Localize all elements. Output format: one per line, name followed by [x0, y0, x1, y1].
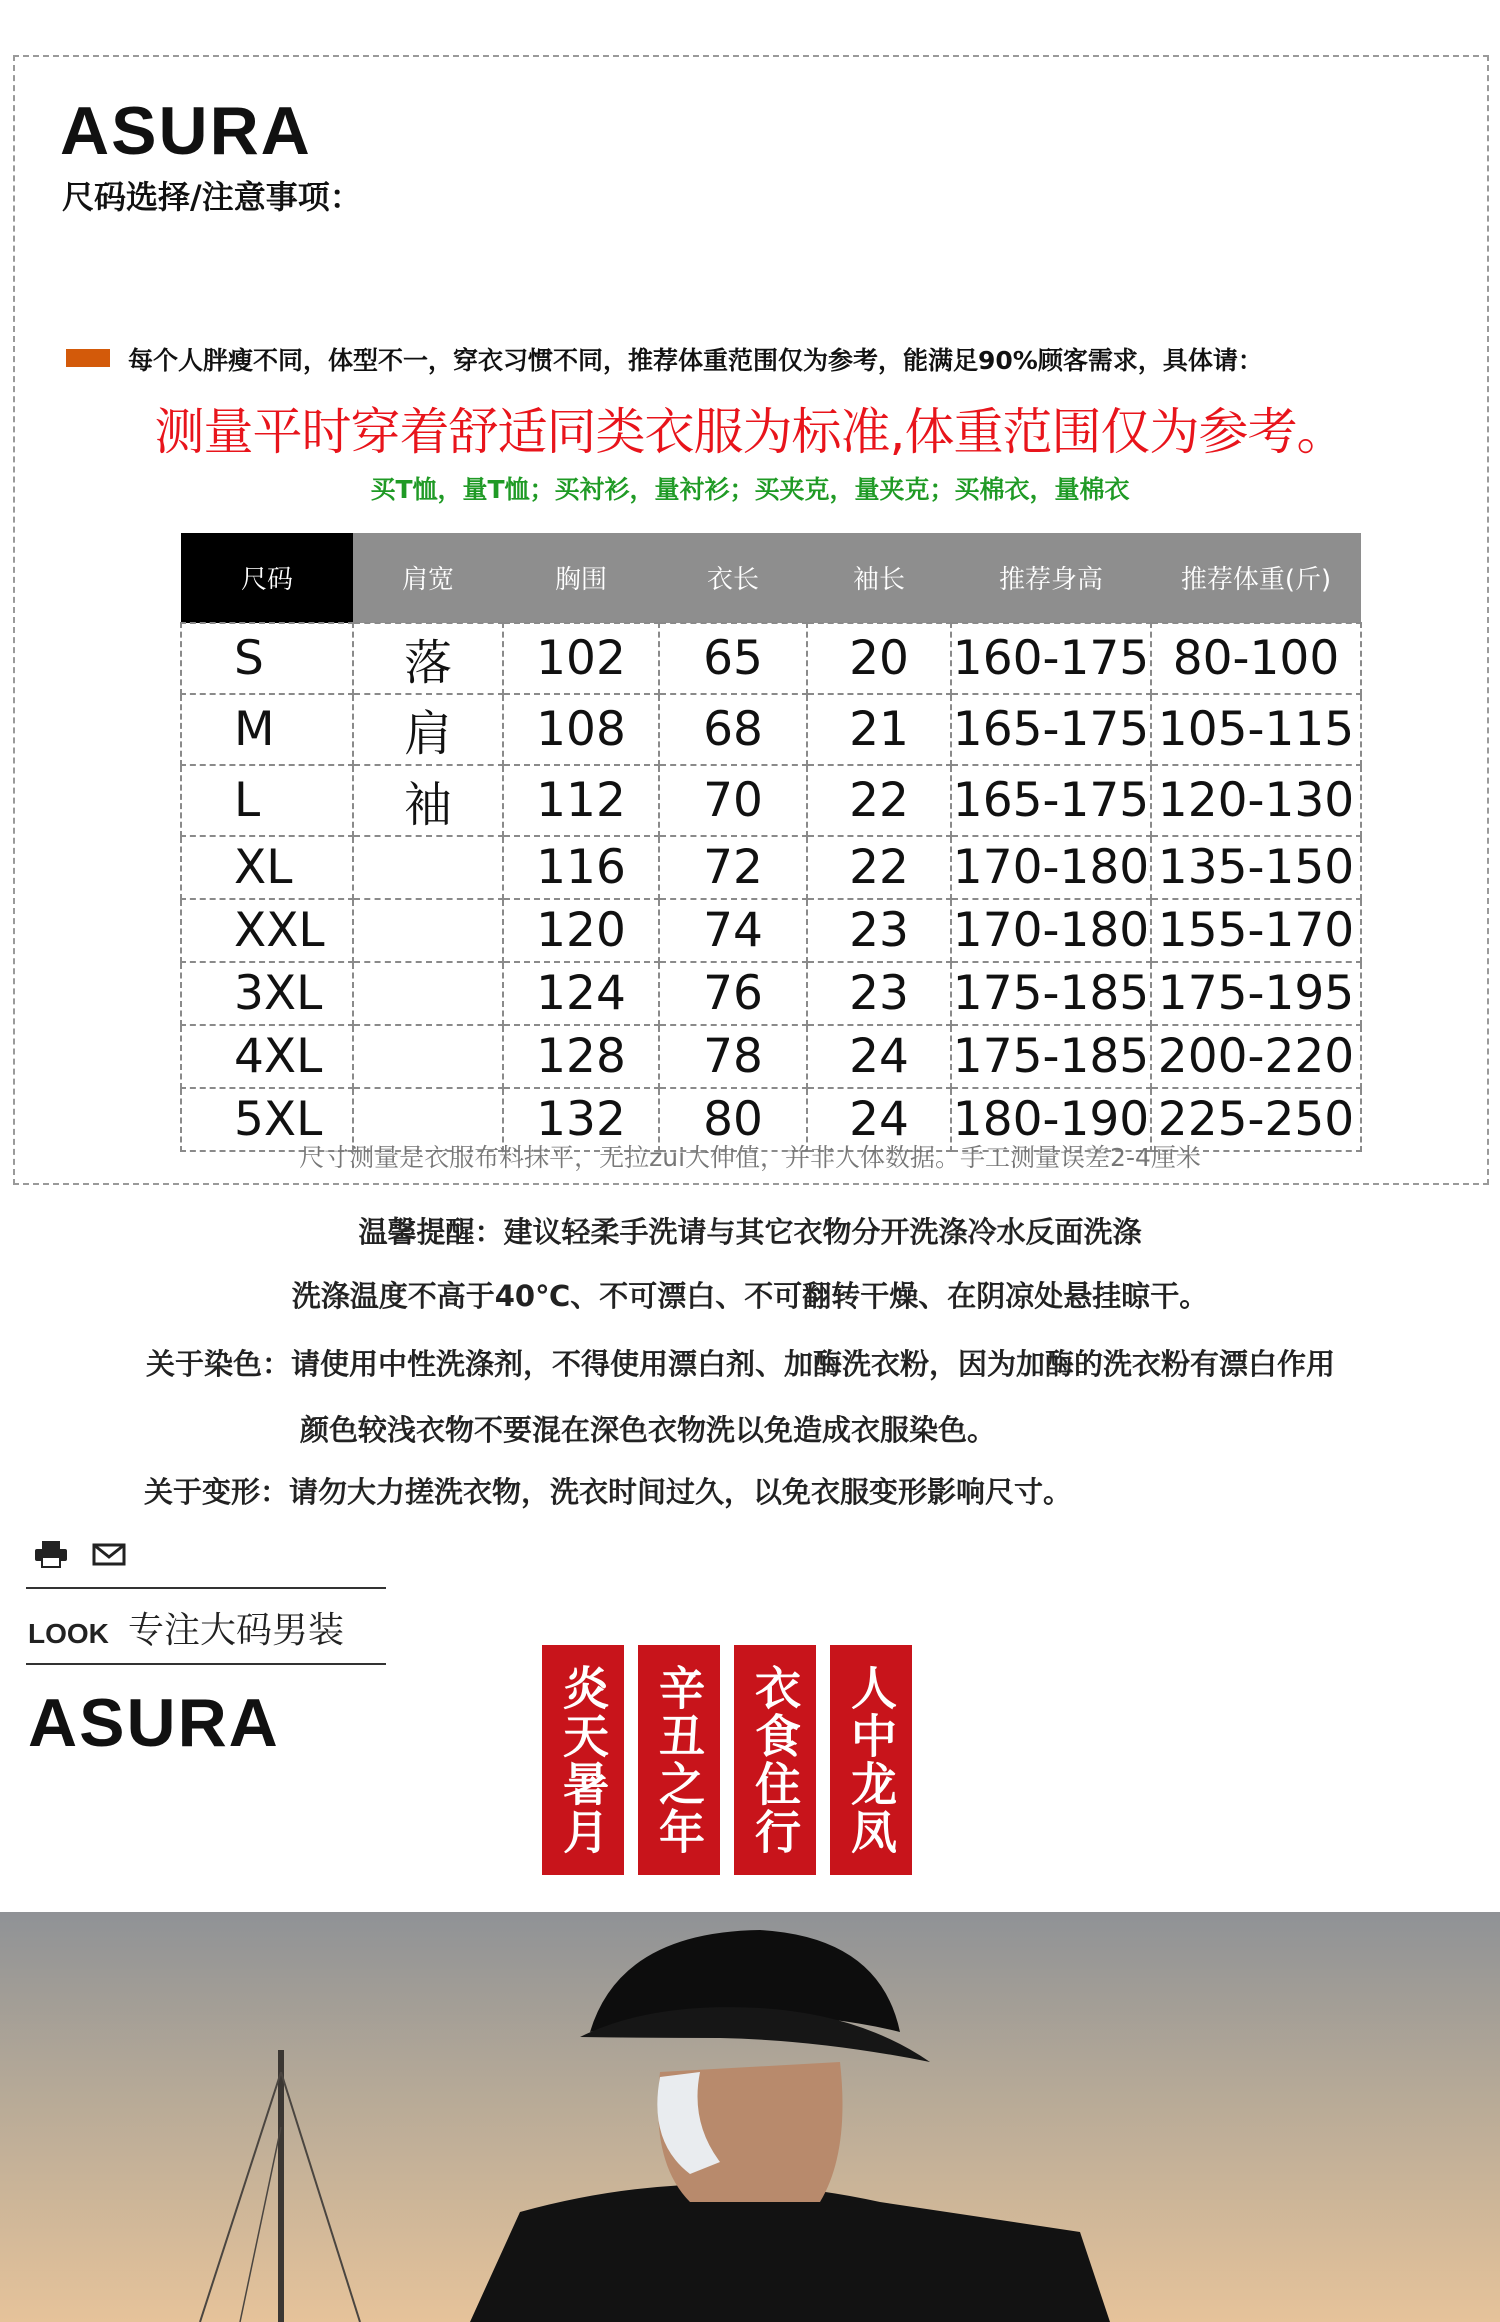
model-photo	[0, 1912, 1500, 2322]
cell-size: 4XL	[181, 1025, 353, 1088]
section-subtitle: 尺码选择/注意事项：	[62, 178, 362, 216]
print-icon[interactable]	[34, 1540, 68, 1568]
size-table-header	[181, 533, 1361, 623]
cell-sleeve: 23	[807, 899, 951, 962]
cell-weight: 120-130	[1151, 765, 1361, 836]
cell-sleeve: 24	[807, 1088, 951, 1151]
cell-shoulder: 袖	[353, 765, 503, 836]
cell-length: 68	[659, 694, 807, 765]
table-row	[181, 694, 1361, 765]
divider-top	[26, 1587, 386, 1589]
cell-size: XL	[181, 836, 353, 899]
cell-weight: 80-100	[1151, 623, 1361, 694]
cell-chest: 108	[503, 694, 659, 765]
note-measure-tip: 买T恤，量T恤；买衬衫，量衬衫；买夹克，量夹克；买棉衣，量棉衣	[370, 475, 1130, 504]
cell-chest: 102	[503, 623, 659, 694]
cell-height: 165-175	[951, 765, 1151, 836]
cell-length: 65	[659, 623, 807, 694]
seal-3: 衣食住行	[734, 1645, 816, 1875]
cell-height: 165-175	[951, 694, 1151, 765]
cell-chest: 132	[503, 1088, 659, 1151]
brand-logo-top: ASURA	[60, 93, 312, 169]
header-length: 衣长	[659, 533, 807, 623]
cell-length: 72	[659, 836, 807, 899]
header-height: 推荐身高	[951, 533, 1151, 623]
cell-chest: 120	[503, 899, 659, 962]
table-row	[181, 1025, 1361, 1088]
header-shoulder: 肩宽	[353, 533, 503, 623]
header-chest: 胸围	[503, 533, 659, 623]
cell-chest: 128	[503, 1025, 659, 1088]
care-dye: 关于染色：请使用中性洗涤剂，不得使用漂白剂、加酶洗衣粉，因为加酶的洗衣粉有漂白作用	[146, 1347, 1336, 1381]
cell-length: 78	[659, 1025, 807, 1088]
cell-weight: 135-150	[1151, 836, 1361, 899]
size-table	[180, 533, 1362, 1152]
cell-height: 160-175	[951, 623, 1151, 694]
cell-chest: 112	[503, 765, 659, 836]
table-row	[181, 623, 1361, 694]
cell-sleeve: 22	[807, 836, 951, 899]
table-row	[181, 836, 1361, 899]
cell-height: 180-190	[951, 1088, 1151, 1151]
cell-height: 175-185	[951, 962, 1151, 1025]
seal-2: 辛丑之年	[638, 1645, 720, 1875]
cell-chest: 124	[503, 962, 659, 1025]
cell-sleeve: 21	[807, 694, 951, 765]
cell-length: 74	[659, 899, 807, 962]
cell-size: XXL	[181, 899, 353, 962]
cell-size: M	[181, 694, 353, 765]
seal-4: 人中龙凤	[830, 1645, 912, 1875]
table-row	[181, 765, 1361, 836]
cell-height: 175-185	[951, 1025, 1151, 1088]
cell-size: 3XL	[181, 962, 353, 1025]
cell-height: 170-180	[951, 899, 1151, 962]
header-sleeve: 袖长	[807, 533, 951, 623]
note-marker	[66, 349, 110, 367]
cell-shoulder	[353, 836, 503, 899]
cell-shoulder	[353, 962, 503, 1025]
care-temperature: 洗涤温度不高于40℃、不可漂白、不可翻转干燥、在阴凉处悬挂晾干。	[291, 1279, 1209, 1313]
cell-shoulder: 落	[353, 623, 503, 694]
brand-logo-bottom: ASURA	[28, 1685, 280, 1761]
cell-weight: 225-250	[1151, 1088, 1361, 1151]
cell-shoulder	[353, 899, 503, 962]
cell-length: 76	[659, 962, 807, 1025]
cell-size: L	[181, 765, 353, 836]
care-reminder: 温馨提醒：建议轻柔手洗请与其它衣物分开洗涤冷水反面洗涤	[358, 1215, 1142, 1249]
cell-weight: 175-195	[1151, 962, 1361, 1025]
note-emphasis: 测量平时穿着舒适同类衣服为标准,体重范围仅为参考。	[154, 403, 1346, 461]
cell-sleeve: 20	[807, 623, 951, 694]
cell-length: 80	[659, 1088, 807, 1151]
header-weight: 推荐体重(斤)	[1151, 533, 1361, 623]
cell-size: 5XL	[181, 1088, 353, 1151]
header-size: 尺码	[181, 533, 353, 623]
cell-chest: 116	[503, 836, 659, 899]
cell-weight: 200-220	[1151, 1025, 1361, 1088]
cell-weight: 155-170	[1151, 899, 1361, 962]
cell-weight: 105-115	[1151, 694, 1361, 765]
look-tagline: 专注大码男装	[128, 1610, 345, 1651]
care-dye-detail: 颜色较浅衣物不要混在深色衣物洗以免造成衣服染色。	[300, 1413, 997, 1447]
table-row	[181, 962, 1361, 1025]
mail-icon[interactable]	[92, 1540, 126, 1568]
note-intro: 每个人胖瘦不同，体型不一，穿衣习惯不同，推荐体重范围仅为参考，能满足90%顾客需求，具体请：	[128, 346, 1263, 375]
table-row	[181, 899, 1361, 962]
cell-shoulder: 肩	[353, 694, 503, 765]
cell-sleeve: 24	[807, 1025, 951, 1088]
cell-length: 70	[659, 765, 807, 836]
cell-sleeve: 23	[807, 962, 951, 1025]
look-label: LOOK	[28, 1618, 109, 1649]
measurement-footnote: 尺寸测量是衣服布料抹平，无拉zui大伸值，并非人体数据。手工测量误差2-4厘米	[299, 1143, 1201, 1172]
care-deform: 关于变形：请勿大力搓洗衣物，洗衣时间过久，以免衣服变形影响尺寸。	[144, 1475, 1073, 1509]
cell-sleeve: 22	[807, 765, 951, 836]
divider-bottom	[26, 1663, 386, 1665]
seal-1: 炎天暑月	[542, 1645, 624, 1875]
cell-height: 170-180	[951, 836, 1151, 899]
cell-shoulder	[353, 1025, 503, 1088]
cell-size: S	[181, 623, 353, 694]
